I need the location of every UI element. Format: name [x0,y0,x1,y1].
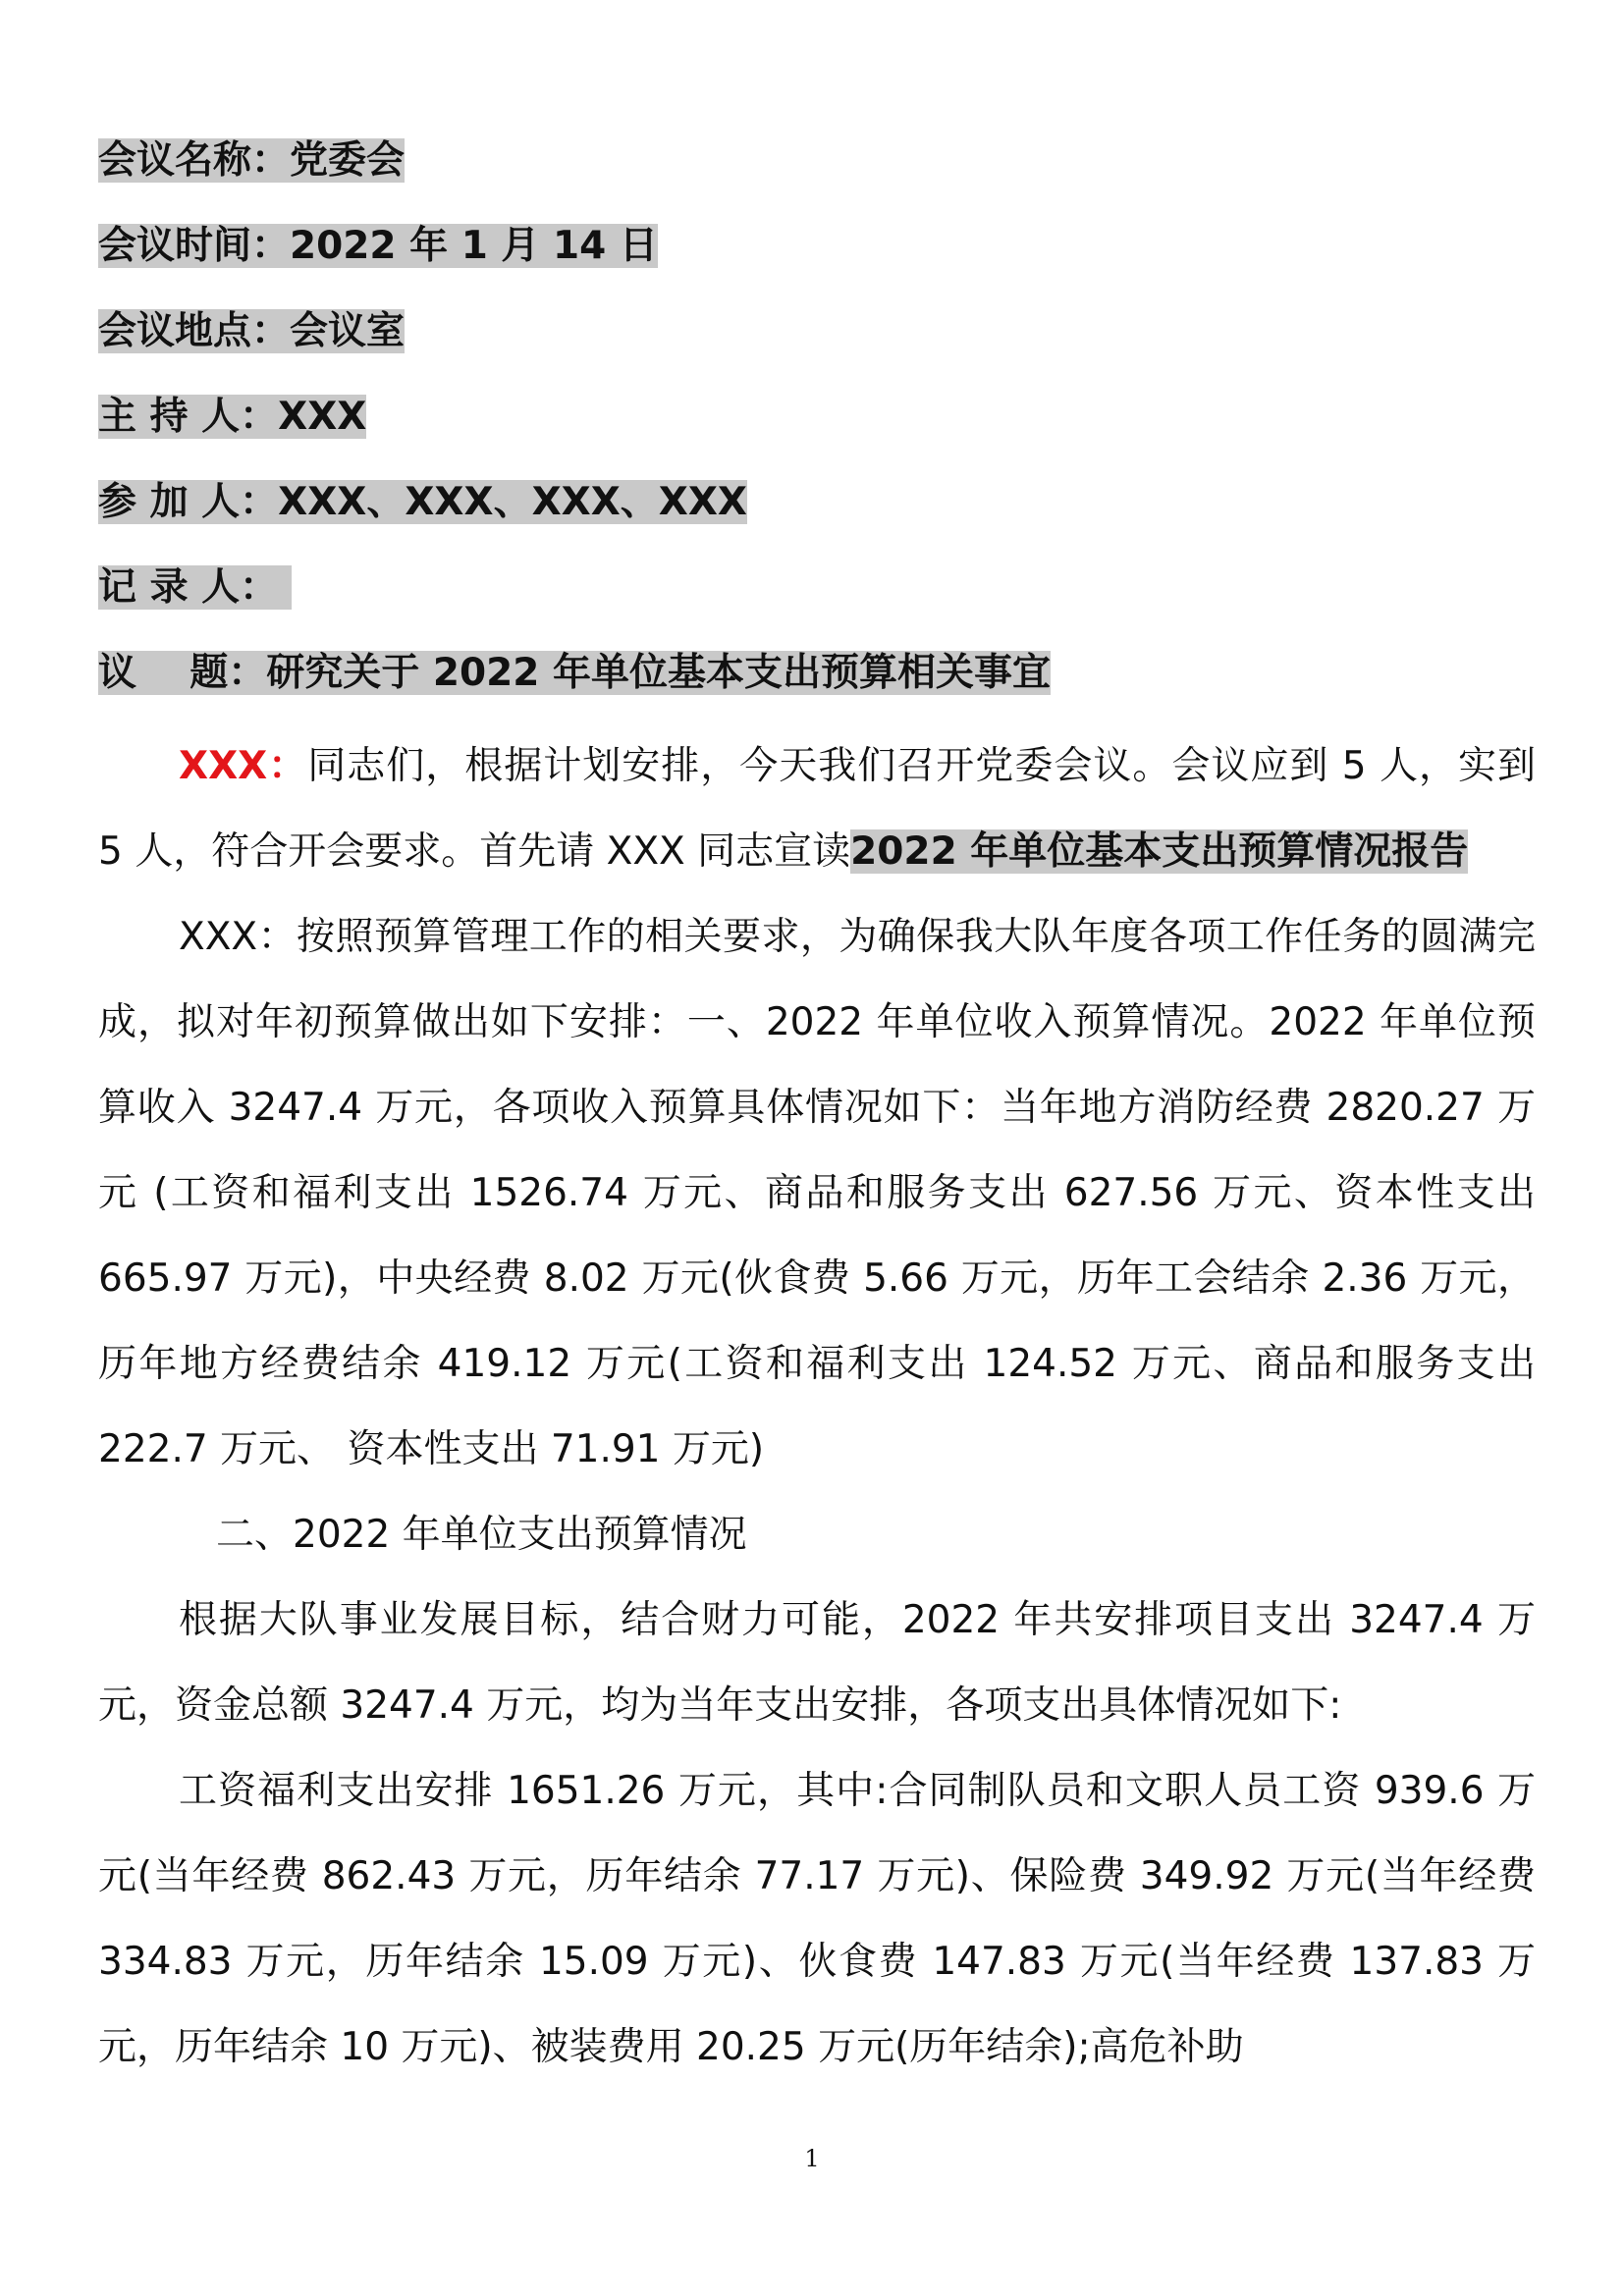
report-paragraph-1: XXX：按照预算管理工作的相关要求，为确保我大队年度各项工作任务的圆满完成，拟对年初预算做出如下安排：一、2022 年单位收入预算情况。2022 年单位预算收入 3247.4 万元，各项收入预算具体情况如下：当年地方消防经费 2820.27 万元 (工资和福利支出 1526.74 万元、商品和服务支出 627.56 万元、资本性支出 665.97 万元)，中央经费 8.02 万元(伙食费 5.66 万元，历年工会结余 2.36 万元，历年地方经费结余 419.12 万元(工资和福利支出 124.52 万元、商品和服务支出 222.7 万元、 资本性支出 71.91 万元) [98,915,1536,1471]
host-value: XXX [278,395,367,439]
report-paragraph-2: 根据大队事业发展目标，结合财力可能，2022 年共安排项目支出 3247.4 万元，资金总额 3247.4 万元，均为当年支出安排，各项支出具体情况如下: [98,1598,1536,1728]
attendees-label: 参 加 人： [98,480,279,524]
meeting-time-line [98,211,1536,296]
meeting-name-label: 会议名称： [98,138,291,183]
host-line [98,382,1536,467]
opening-speaker: XXX： [179,744,308,788]
attendees-line [98,467,1536,553]
opening-paragraph [98,723,1536,894]
report-paragraph-3: 工资福利支出安排 1651.26 万元，其中:合同制队员和文职人员工资 939.6 万元(当年经费 862.43 万元，历年结余 77.17 万元)、保险费 349.92 万元(当年经费 334.83 万元，历年结余 15.09 万元)、伙食费 147.83 万元(当年经费 137.83 万元，历年结余 10 万元)、被装费用 20.25 万元(历年结余);高危补助 [98,1769,1536,2069]
opening-text: 同志们，根据计划安排，今天我们召开党委会议。会议应到 5 人，实到 5 人，符合开会要求。首先请 XXX 同志宣读 [98,744,1536,874]
attendees-value: XXX、XXX、XXX、XXX [278,480,747,524]
topic-label: 议 题： [98,651,267,695]
document-page [98,126,1536,2090]
meeting-location-label: 会议地点： [98,309,291,353]
recorder-label: 记 录 人： [98,565,279,610]
meeting-name-value: 党委会 [290,138,406,183]
meeting-location-line [98,296,1536,382]
topic-value: 研究关于 2022 年单位基本支出预算相关事宜 [266,651,1052,695]
page-number: 1 [804,2145,820,2172]
meeting-time-value: 2022 年 1 月 14 日 [290,224,658,268]
report-title: 2022 年单位基本支出预算情况报告 [850,829,1469,874]
section-2-heading: 二、2022 年单位支出预算情况 [216,1513,747,1557]
meeting-time-label: 会议时间： [98,224,291,268]
topic-line [98,638,1536,723]
meeting-name-line [98,126,1536,211]
host-label: 主 持 人： [98,395,279,439]
meeting-location-value: 会议室 [290,309,406,353]
recorder-line [98,553,1536,638]
recorder-value [278,565,292,610]
